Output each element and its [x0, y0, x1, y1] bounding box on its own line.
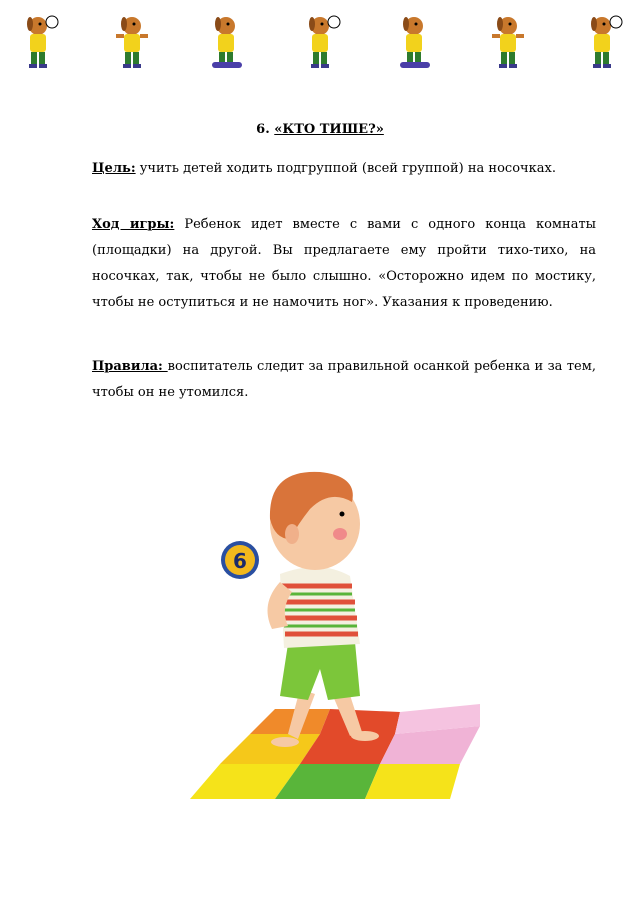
dog-mascot-icon: [392, 12, 436, 74]
dog-mascot-icon: [110, 12, 154, 74]
course-text: Ребенок идет вместе с вами с одного конца комнаты (площадки) на другой. Вы предлагаете ему пройти тихо-тихо, на носочках, так, чтобы не было слышно. «Осторожно идем по мостику, чтобы не оступиться и не намочить ног». Указания к проведению.: [92, 217, 596, 310]
rules-paragraph: [92, 354, 596, 406]
goal-paragraph: [92, 160, 596, 178]
dog-mascot-icon: [580, 12, 624, 74]
rules-label: Правила:: [92, 359, 168, 374]
game-name: «КТО ТИШЕ?»: [274, 122, 384, 137]
sensory-mat: [190, 704, 480, 799]
goal-text: учить детей ходить подгруппой (всей группой) на носочках.: [135, 161, 556, 176]
dog-mascot-icon: [298, 12, 342, 74]
rules-text: воспитатель следит за правильной осанкой ребенка и за тем, чтобы он не утомился.: [92, 359, 596, 400]
dog-mascot-icon: [486, 12, 530, 74]
goal-label: Цель:: [92, 161, 136, 176]
course-paragraph: [92, 212, 596, 316]
game-number: 6.: [256, 122, 270, 137]
boy-walking-illustration: [180, 464, 500, 814]
mascot-header-row: [16, 12, 624, 76]
dog-mascot-icon: [16, 12, 60, 74]
dog-mascot-icon: [204, 12, 248, 74]
badge-number: 6: [233, 549, 247, 573]
course-label: Ход игры:: [92, 217, 175, 232]
number-badge: [221, 541, 259, 579]
game-title: [0, 122, 640, 137]
